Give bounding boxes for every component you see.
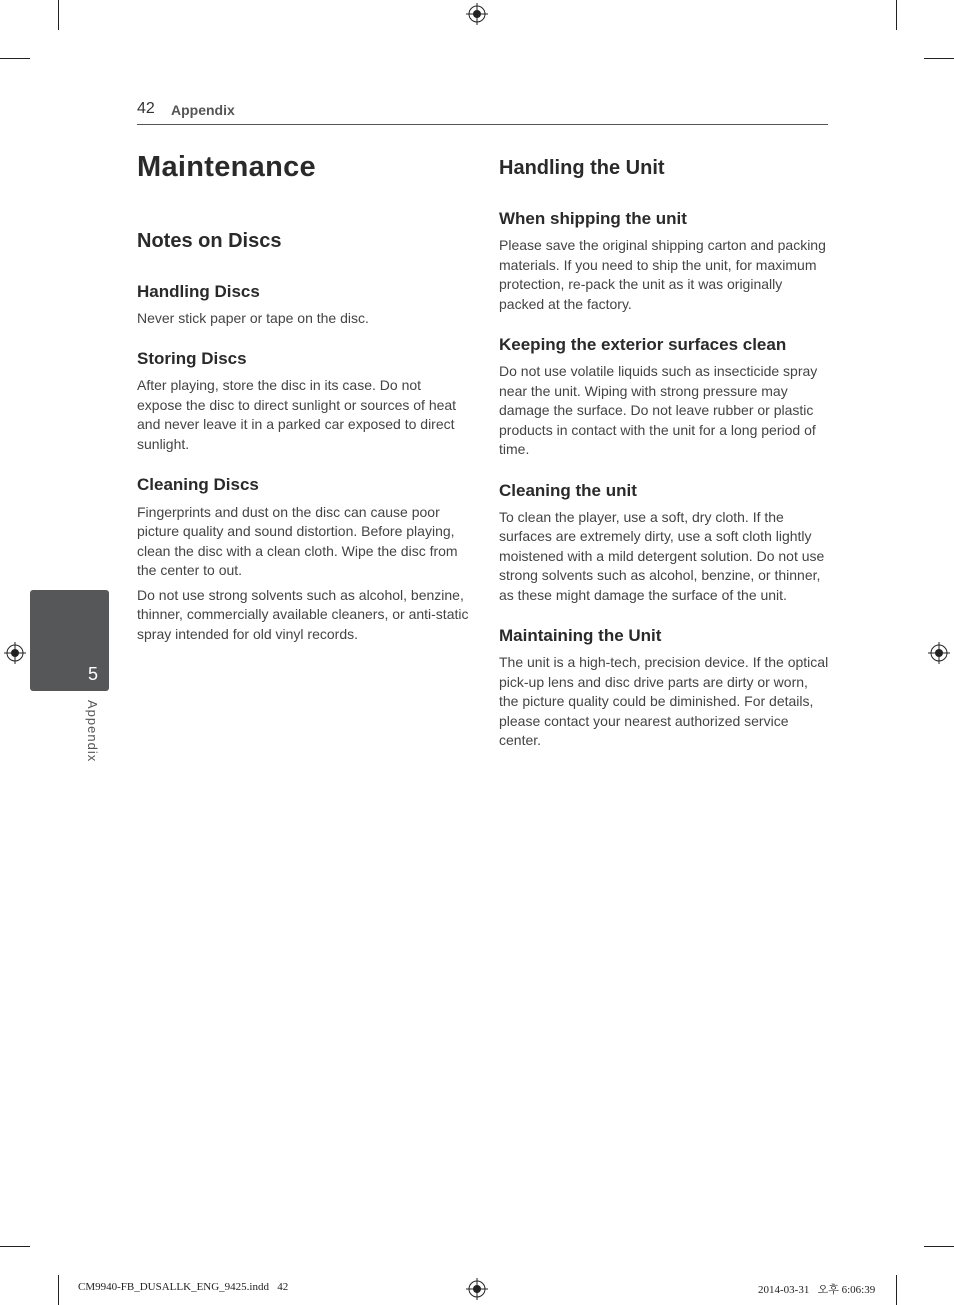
- registration-mark-icon: [928, 642, 950, 664]
- body-paragraph: Do not use strong solvents such as alcohol, benzine, thinner, commercially available cleaners, or anti-static spray intended for old vinyl records.: [137, 586, 469, 642]
- content-section: [499, 208, 829, 314]
- body-paragraph: Fingerprints and dust on the disc can cause poor picture quality and sound distortion. Before playing, clean the disc with a clean cloth. Wipe the disc from the center to out.: [137, 503, 458, 579]
- body-paragraph: To clean the player, use a soft, dry cloth. If the surfaces are extremely dirty, use a soft cloth lightly moistened with a mild detergent solution. Do not use strong solvents such as alcohol, benzine, or thinner, as these might damage the surface of the unit.: [499, 508, 825, 603]
- footer-file-info: CM9940-FB_DUSALLK_ENG_9425.indd 42: [78, 1281, 289, 1293]
- content-section: [499, 334, 829, 460]
- registration-mark-icon: [466, 1278, 488, 1300]
- crop-mark: [58, 1275, 59, 1305]
- content-section: [499, 480, 829, 606]
- registration-mark-icon: [466, 3, 488, 25]
- page-header: [137, 100, 828, 125]
- body-paragraph: Never stick paper or tape on the disc.: [137, 309, 369, 326]
- crop-mark: [896, 0, 897, 30]
- subsection-heading: Cleaning the unit: [499, 480, 637, 500]
- crop-mark: [924, 58, 954, 59]
- crop-mark: [0, 1246, 30, 1247]
- left-column: [137, 150, 469, 664]
- body-paragraph: After playing, store the disc in its case. Do not expose the disc to direct sunlight or sources of heat and never leave it in a parked car exposed to direct sunlight.: [137, 377, 457, 452]
- page-title: Maintenance: [137, 151, 316, 183]
- content-section: [499, 625, 829, 751]
- body-paragraph: Please save the original shipping carton and packing materials. If you need to ship the unit, for maximum protection, re-pack the unit as it was originally packed at the factory.: [499, 237, 826, 312]
- section-heading: Notes on Discs: [137, 229, 282, 252]
- crop-mark: [0, 58, 30, 59]
- registration-mark-icon: [4, 642, 26, 664]
- right-column: [499, 156, 829, 771]
- chapter-tab-label: Appendix: [85, 700, 100, 763]
- content-section: [137, 348, 469, 454]
- section-title: Appendix: [171, 102, 235, 118]
- subsection-heading: Maintaining the Unit: [499, 626, 662, 646]
- subsection-heading: Cleaning Discs: [137, 475, 259, 495]
- content-section: [137, 474, 469, 644]
- chapter-tab: [30, 590, 109, 691]
- body-paragraph: The unit is a high-tech, precision device. If the optical pick-up lens and disc drive parts are dirty or worn, the picture quality could be diminished. For details, please contact your nearest authorized service center.: [499, 654, 829, 749]
- subsection-heading: When shipping the unit: [499, 209, 687, 228]
- subsection-heading: Keeping the exterior surfaces clean: [499, 335, 787, 355]
- subsection-heading: Handling Discs: [137, 281, 260, 301]
- crop-mark: [58, 0, 59, 30]
- chapter-number: 5: [87, 664, 98, 684]
- subsection-heading: Storing Discs: [137, 349, 247, 369]
- page-number: 42: [137, 100, 155, 117]
- crop-mark: [924, 1246, 954, 1247]
- footer-timestamp: 2014-03-31 오후 6:06:39: [758, 1284, 876, 1296]
- crop-mark: [896, 1275, 897, 1305]
- body-paragraph: Do not use volatile liquids such as insecticide spray near the unit. Wiping with strong pressure may damage the surface. Do not leave rubber or plastic products in contact with the unit for a long period of time.: [499, 363, 818, 458]
- section-heading: Handling the Unit: [499, 157, 665, 179]
- content-section: [137, 281, 469, 329]
